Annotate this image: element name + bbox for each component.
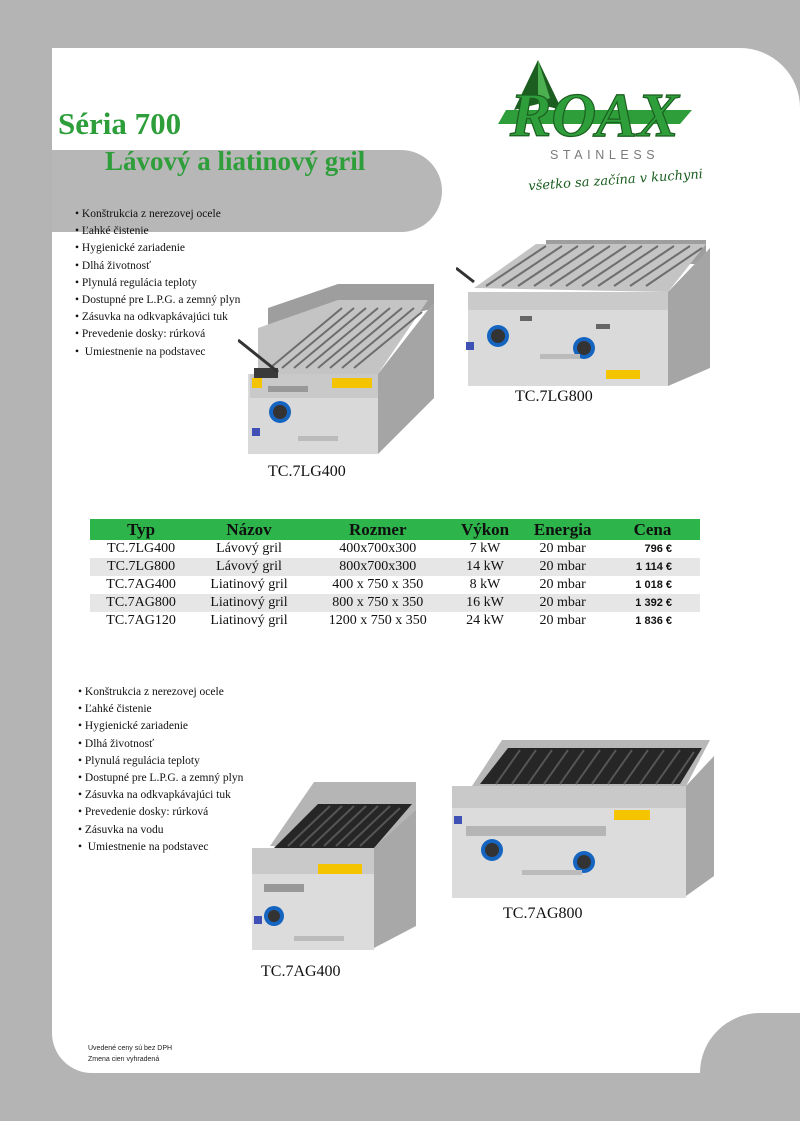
column-header-name: Názov — [192, 519, 306, 540]
series-title: Séria 700 — [58, 106, 182, 141]
list-item: • Hygienické zariadenie — [75, 240, 240, 257]
product-image-tc7lg400 — [238, 278, 438, 458]
table-row — [90, 540, 700, 558]
series-subtitle: Lávový a liatinový gril — [105, 146, 366, 176]
table-row — [90, 594, 700, 612]
cell-name: Liatinový gril — [210, 613, 288, 628]
logo-subbrand: STAINLESS — [550, 148, 660, 162]
table-row — [90, 576, 700, 594]
cell-name: Lávový gril — [192, 558, 306, 576]
list-item: • Prevedenie dosky: rúrková — [78, 804, 243, 821]
cell-energy: 20 mbar — [520, 558, 605, 576]
cell-type: TC.7LG800 — [90, 558, 192, 576]
list-item: • Plynulá regulácia teploty — [75, 275, 240, 292]
list-item: • Dostupné pre L.P.G. a zemný plyn — [75, 292, 240, 309]
list-item: • Umiestnenie na podstavec — [75, 344, 240, 361]
list-item: • Konštrukcia z nerezovej ocele — [78, 684, 243, 701]
cell-price: 1 114 € — [605, 558, 700, 576]
cell-power: 7 kW — [469, 541, 501, 556]
table-row — [90, 612, 700, 630]
cell-energy: 20 mbar — [539, 613, 586, 628]
column-header-type: Typ — [90, 519, 192, 540]
cell-dimension: 400 x 750 x 350 — [332, 577, 424, 592]
footnote-vat: Uvedené ceny sú bez DPH — [88, 1045, 173, 1052]
logo-slogan: všetko sa začína v kuchyni — [527, 167, 704, 195]
cell-energy: 20 mbar — [520, 594, 605, 612]
column-header-price: Cena — [605, 519, 700, 540]
cell-price: 796 € — [644, 543, 672, 555]
corner-decoration — [700, 1013, 800, 1073]
cell-type: TC.7LG400 — [107, 541, 176, 556]
price-table — [90, 519, 700, 630]
product-caption-tc7lg800: TC.7LG800 — [515, 388, 593, 405]
list-item: • Zásuvka na odkvapkávajúci tuk — [75, 309, 240, 326]
cell-price: 1 018 € — [635, 579, 672, 591]
roax-logo — [498, 58, 728, 198]
column-header-dimension: Rozmer — [306, 519, 450, 540]
list-item: • Ľahké čistenie — [78, 701, 243, 718]
list-item: • Konštrukcia z nerezovej ocele — [75, 206, 240, 223]
cell-type: TC.7AG120 — [106, 613, 176, 628]
feature-list-cast-iron — [78, 684, 243, 856]
table-header-row — [90, 519, 700, 540]
table-row — [90, 558, 700, 576]
logo-brand-text: ROAX — [510, 82, 679, 150]
list-item: • Dlhá životnosť — [75, 258, 240, 275]
footnote-price-change: Zmena cien vyhradená — [88, 1056, 160, 1063]
cell-dimension: 400x700x300 — [339, 541, 417, 556]
list-item: • Hygienické zariadenie — [78, 718, 243, 735]
product-caption-tc7ag400: TC.7AG400 — [261, 963, 341, 980]
list-item: • Plynulá regulácia teploty — [78, 753, 243, 770]
cell-price: 1 392 € — [605, 594, 700, 612]
list-item: • Dostupné pre L.P.G. a zemný plyn — [78, 770, 243, 787]
list-item: • Dlhá životnosť — [78, 736, 243, 753]
cell-name: Liatinový gril — [192, 594, 306, 612]
cell-price: 1 836 € — [635, 615, 672, 627]
cell-type: TC.7AG800 — [90, 594, 192, 612]
feature-list-lava — [75, 206, 240, 361]
product-caption-tc7lg400: TC.7LG400 — [268, 463, 346, 480]
cell-power: 16 kW — [450, 594, 521, 612]
cell-power: 8 kW — [469, 577, 501, 592]
list-item: • Umiestnenie na podstavec — [78, 839, 243, 856]
product-image-tc7lg800 — [456, 234, 716, 394]
cell-power: 14 kW — [450, 558, 521, 576]
product-image-tc7ag800 — [446, 730, 718, 906]
list-item: • Ľahké čistenie — [75, 223, 240, 240]
price-footnote — [88, 1043, 172, 1065]
column-header-energy: Energia — [520, 519, 605, 540]
cell-power: 24 kW — [466, 613, 504, 628]
list-item: • Prevedenie dosky: rúrková — [75, 326, 240, 343]
list-item: • Zásuvka na vodu — [78, 822, 243, 839]
cell-name: Lávový gril — [216, 541, 282, 556]
product-caption-tc7ag800: TC.7AG800 — [503, 905, 583, 922]
cell-energy: 20 mbar — [539, 577, 586, 592]
column-header-power: Výkon — [450, 519, 521, 540]
cell-dimension: 800x700x300 — [306, 558, 450, 576]
list-item: • Zásuvka na odkvapkávajúci tuk — [78, 787, 243, 804]
cell-name: Liatinový gril — [210, 577, 288, 592]
cell-type: TC.7AG400 — [106, 577, 176, 592]
cell-dimension: 800 x 750 x 350 — [306, 594, 450, 612]
cell-dimension: 1200 x 750 x 350 — [328, 613, 427, 628]
cell-energy: 20 mbar — [539, 541, 586, 556]
product-image-tc7ag400 — [244, 776, 420, 956]
